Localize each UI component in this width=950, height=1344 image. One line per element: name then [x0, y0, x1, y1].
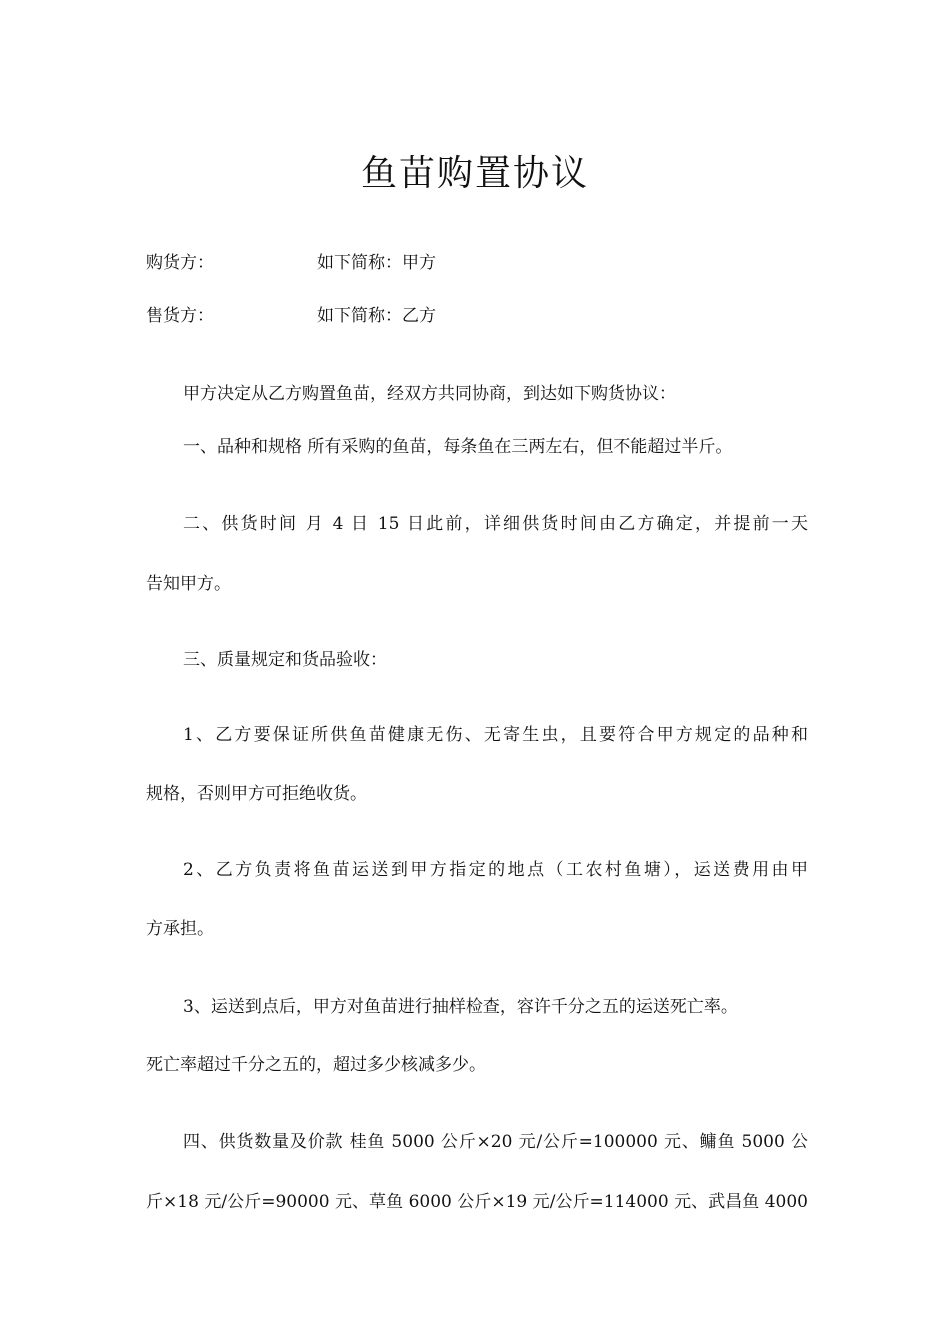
clause-3-1-line-1: 1、乙方要保证所供鱼苗健康无伤、无寄生虫，且要符合甲方规定的品种和: [183, 725, 808, 745]
clause-2-line-1: 二、供货时间 月 4 日 15 日此前，详细供货时间由乙方确定，并提前一天: [183, 514, 808, 534]
buyer-role: 购货方：: [146, 253, 214, 273]
clause-4-line-2: 斤×18 元/公斤=90000 元、草鱼 6000 公斤×19 元/公斤=114000 元、武昌鱼 4000: [146, 1192, 808, 1212]
document-title: 鱼苗购置协议: [360, 153, 589, 194]
clause-2-line-2: 告知甲方。: [146, 574, 231, 594]
intro-paragraph: 甲方决定从乙方购置鱼苗，经双方共同协商，到达如下购货协议：: [183, 384, 676, 404]
buyer-alias: 如下简称：甲方: [317, 253, 436, 273]
clause-3-2-line-1: 2、乙方负责将鱼苗运送到甲方指定的地点（工农村鱼塘），运送费用由甲: [183, 860, 808, 880]
seller-alias: 如下简称：乙方: [317, 306, 436, 326]
clause-3-heading: 三、质量规定和货品验收：: [183, 650, 387, 670]
buyer-line: [146, 251, 436, 275]
clause-3-1-line-2: 规格，否则甲方可拒绝收货。: [146, 784, 367, 804]
seller-role: 售货方：: [146, 306, 214, 326]
clause-3-3-line-2: 死亡率超过千分之五的，超过多少核减多少。: [146, 1055, 486, 1075]
clause-1-line: 一、品种和规格 所有采购的鱼苗，每条鱼在三两左右，但不能超过半斤。: [183, 437, 733, 457]
seller-line: [146, 304, 436, 328]
clause-3-3-line-1: 3、运送到点后，甲方对鱼苗进行抽样检查，容许千分之五的运送死亡率。: [183, 997, 738, 1017]
clause-3-2-line-2: 方承担。: [146, 919, 214, 939]
clause-4-line-1: 四、供货数量及价款 桂鱼 5000 公斤×20 元/公斤=100000 元、鳙鱼 5000 公: [183, 1132, 808, 1152]
